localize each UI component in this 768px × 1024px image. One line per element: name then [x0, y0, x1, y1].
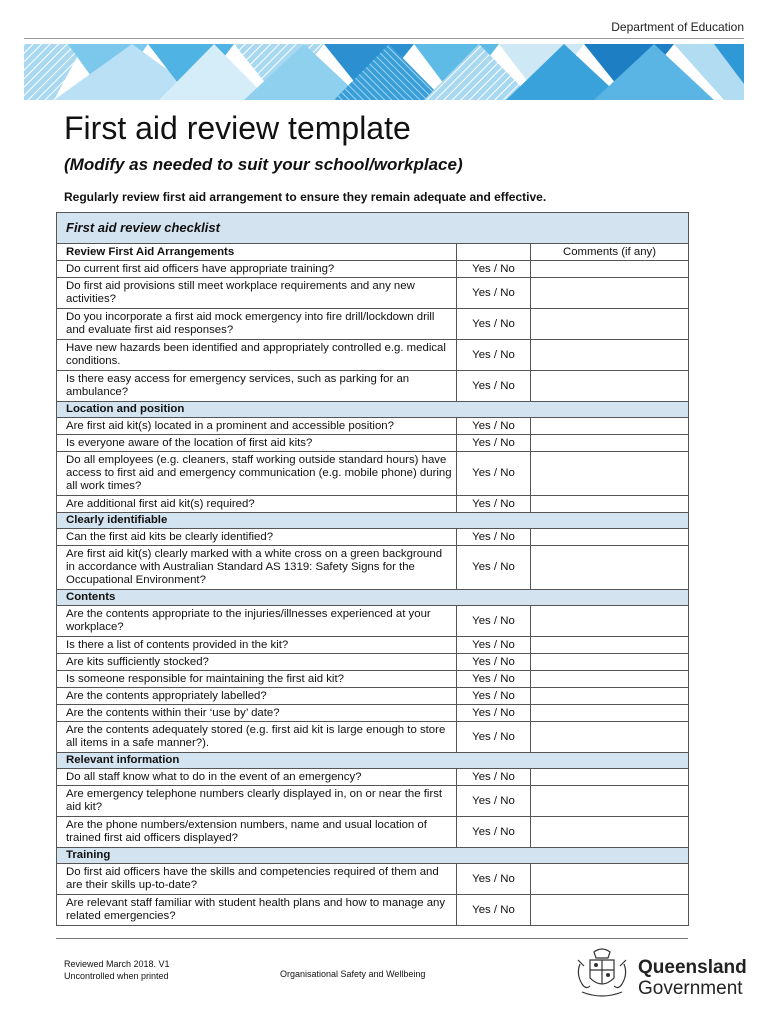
footer-version [64, 958, 170, 982]
yes-no-cell[interactable]: Yes / No [457, 895, 531, 926]
comments-cell[interactable] [531, 671, 689, 688]
question-cell: Are first aid kit(s) clearly marked with a white cross on a green background in accordance with Australian Standard AS 1319: Safety Signs for the Occupational Environment? [57, 546, 457, 590]
checklist-row [57, 452, 689, 496]
yes-no-cell[interactable]: Yes / No [457, 769, 531, 786]
coat-of-arms-icon [572, 946, 632, 1002]
yes-no-cell[interactable]: Yes / No [457, 722, 531, 753]
checklist-title-row [57, 213, 689, 244]
yes-no-cell[interactable]: Yes / No [457, 371, 531, 402]
comments-cell[interactable] [531, 769, 689, 786]
question-cell: Do you incorporate a first aid mock emergency into fire drill/lockdown drill and evaluate first aid responses? [57, 309, 457, 340]
checklist-row [57, 864, 689, 895]
question-cell: Do first aid officers have the skills and competencies required of them and are their skills up-to-date? [57, 864, 457, 895]
checklist-row [57, 261, 689, 278]
column-header-answer [457, 244, 531, 261]
page-subtitle: (Modify as needed to suit your school/workplace) [64, 155, 463, 174]
question-cell: Is there a list of contents provided in the kit? [57, 637, 457, 654]
checklist-row [57, 496, 689, 513]
question-cell: Are the phone numbers/extension numbers, name and usual location of trained first aid officers displayed? [57, 817, 457, 848]
section-header-row [57, 402, 689, 418]
question-cell: Do first aid provisions still meet workplace requirements and any new activities? [57, 278, 457, 309]
comments-cell[interactable] [531, 864, 689, 895]
section-title: Location and position [57, 402, 689, 418]
comments-cell[interactable] [531, 786, 689, 817]
section-header-row [57, 753, 689, 769]
comments-cell[interactable] [531, 261, 689, 278]
section-title: Contents [57, 590, 689, 606]
header-banner [24, 44, 744, 100]
comments-cell[interactable] [531, 278, 689, 309]
yes-no-cell[interactable]: Yes / No [457, 418, 531, 435]
yes-no-cell[interactable]: Yes / No [457, 654, 531, 671]
yes-no-cell[interactable]: Yes / No [457, 261, 531, 278]
yes-no-cell[interactable]: Yes / No [457, 864, 531, 895]
question-cell: Do all staff know what to do in the event of an emergency? [57, 769, 457, 786]
yes-no-cell[interactable]: Yes / No [457, 278, 531, 309]
column-header-comments: Comments (if any) [531, 244, 689, 261]
question-cell: Are relevant staff familiar with student health plans and how to manage any related emergencies? [57, 895, 457, 926]
yes-no-cell[interactable]: Yes / No [457, 529, 531, 546]
column-header-question: Review First Aid Arrangements [57, 244, 457, 261]
header-rule [24, 38, 744, 39]
yes-no-cell[interactable]: Yes / No [457, 671, 531, 688]
column-header-row [57, 244, 689, 261]
checklist-title: First aid review checklist [57, 213, 689, 244]
comments-cell[interactable] [531, 705, 689, 722]
checklist-row [57, 371, 689, 402]
comments-cell[interactable] [531, 546, 689, 590]
comments-cell[interactable] [531, 529, 689, 546]
page-title: First aid review template [64, 110, 411, 146]
yes-no-cell[interactable]: Yes / No [457, 817, 531, 848]
footer-rule [56, 938, 688, 939]
comments-cell[interactable] [531, 371, 689, 402]
question-cell: Are the contents adequately stored (e.g. first aid kit is large enough to store all items in a safe manner?). [57, 722, 457, 753]
comments-cell[interactable] [531, 496, 689, 513]
comments-cell[interactable] [531, 895, 689, 926]
checklist-row [57, 637, 689, 654]
checklist-row [57, 722, 689, 753]
checklist-row [57, 278, 689, 309]
comments-cell[interactable] [531, 435, 689, 452]
question-cell: Are kits sufficiently stocked? [57, 654, 457, 671]
comments-cell[interactable] [531, 688, 689, 705]
yes-no-cell[interactable]: Yes / No [457, 786, 531, 817]
comments-cell[interactable] [531, 722, 689, 753]
yes-no-cell[interactable]: Yes / No [457, 546, 531, 590]
checklist-row [57, 786, 689, 817]
section-title: Training [57, 848, 689, 864]
question-cell: Are first aid kit(s) located in a prominent and accessible position? [57, 418, 457, 435]
section-header-row [57, 590, 689, 606]
checklist-row [57, 606, 689, 637]
checklist-row [57, 418, 689, 435]
comments-cell[interactable] [531, 418, 689, 435]
comments-cell[interactable] [531, 452, 689, 496]
section-title: Relevant information [57, 753, 689, 769]
checklist-row [57, 895, 689, 926]
checklist-row [57, 529, 689, 546]
yes-no-cell[interactable]: Yes / No [457, 340, 531, 371]
footer-unit: Organisational Safety and Wellbeing [280, 969, 426, 979]
footer-uncontrolled: Uncontrolled when printed [64, 971, 169, 981]
question-cell: Can the first aid kits be clearly identified? [57, 529, 457, 546]
question-cell: Is everyone aware of the location of first aid kits? [57, 435, 457, 452]
department-name: Department of Education [611, 20, 744, 34]
question-cell: Are the contents within their ‘use by’ date? [57, 705, 457, 722]
yes-no-cell[interactable]: Yes / No [457, 688, 531, 705]
section-title: Clearly identifiable [57, 513, 689, 529]
checklist-row [57, 546, 689, 590]
intro-text: Regularly review first aid arrangement to ensure they remain adequate and effective. [64, 190, 547, 204]
question-cell: Is there easy access for emergency services, such as parking for an ambulance? [57, 371, 457, 402]
comments-cell[interactable] [531, 309, 689, 340]
checklist-row [57, 817, 689, 848]
checklist-row [57, 654, 689, 671]
comments-cell[interactable] [531, 637, 689, 654]
yes-no-cell[interactable]: Yes / No [457, 606, 531, 637]
checklist-row [57, 435, 689, 452]
logo-queensland: Queensland [638, 957, 747, 978]
question-cell: Do current first aid officers have appropriate training? [57, 261, 457, 278]
comments-cell[interactable] [531, 817, 689, 848]
checklist-row [57, 309, 689, 340]
checklist-row [57, 769, 689, 786]
question-cell: Are the contents appropriate to the injuries/illnesses experienced at your workplace? [57, 606, 457, 637]
checklist-row [57, 688, 689, 705]
footer-reviewed: Reviewed March 2018. V1 [64, 959, 170, 969]
checklist-row [57, 671, 689, 688]
question-cell: Are additional first aid kit(s) required? [57, 496, 457, 513]
question-cell: Do all employees (e.g. cleaners, staff working outside standard hours) have access to first aid and emergency communication (e.g. mobile phone) during all work times? [57, 452, 457, 496]
section-header-row [57, 848, 689, 864]
comments-cell[interactable] [531, 606, 689, 637]
yes-no-cell[interactable]: Yes / No [457, 452, 531, 496]
yes-no-cell[interactable]: Yes / No [457, 309, 531, 340]
question-cell: Are the contents appropriately labelled? [57, 688, 457, 705]
yes-no-cell[interactable]: Yes / No [457, 496, 531, 513]
question-cell: Have new hazards been identified and appropriately controlled e.g. medical conditions. [57, 340, 457, 371]
comments-cell[interactable] [531, 340, 689, 371]
queensland-government-logo [572, 946, 752, 1002]
yes-no-cell[interactable]: Yes / No [457, 637, 531, 654]
yes-no-cell[interactable]: Yes / No [457, 435, 531, 452]
question-cell: Are emergency telephone numbers clearly displayed in, on or near the first aid kit? [57, 786, 457, 817]
section-header-row [57, 513, 689, 529]
first-aid-checklist-table [56, 212, 689, 926]
checklist-row [57, 705, 689, 722]
checklist-row [57, 340, 689, 371]
question-cell: Is someone responsible for maintaining the first aid kit? [57, 671, 457, 688]
comments-cell[interactable] [531, 654, 689, 671]
yes-no-cell[interactable]: Yes / No [457, 705, 531, 722]
logo-government: Government [638, 978, 743, 999]
